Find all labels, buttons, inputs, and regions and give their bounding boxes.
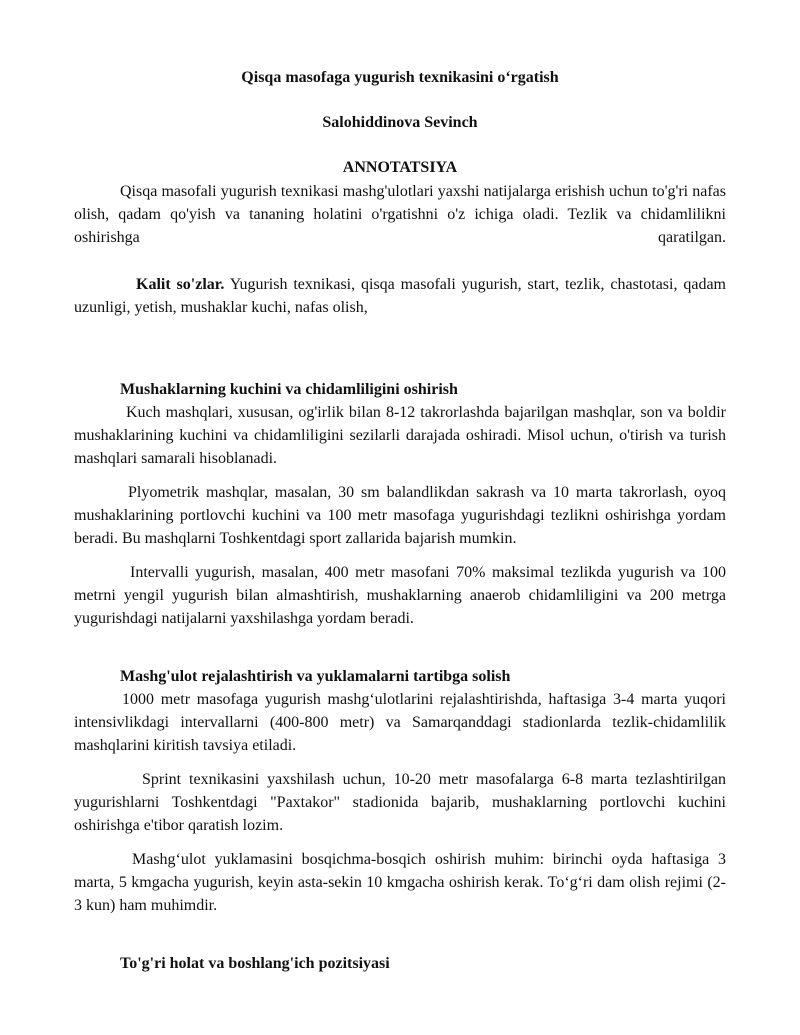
section-heading: Mushaklarning kuchini va chidamliligini oshirish bbox=[120, 381, 458, 398]
body-paragraph: Kuch mashqlari, xususan, og'irlik bilan 8-12 takrorlashda bajarilgan mashqlar, son va boldir mushaklarining kuchini va chidamliligini sezilarli darajada oshiradi. Misol uchun, o'tirish va turish mashqlari samarali hisoblanadi. bbox=[74, 404, 726, 467]
document-title: Qisqa masofaga yugurish texnikasini o‘rgatish bbox=[241, 69, 559, 86]
body-paragraph: Sprint texnikasini yaxshilash uchun, 10-20 metr masofalarga 6-8 marta tezlashtirilgan yugurishlarni Toshkentdagi "Paxtakor" stadionida bajarib, mushaklarning portlovchi kuchini oshirishga e'tibor qaratish lozim. bbox=[74, 771, 726, 834]
keywords-text: Yugurish texnikasi, qisqa masofali yugurish, start, tezlik, chastotasi, qadam uzunligi, yetish, mushaklar kuchi, nafas olish, bbox=[74, 276, 726, 316]
body-paragraph: 1000 metr masofaga yugurish mashg‘ulotlarini rejalashtirishda, haftasiga 3-4 marta yuqori intensivlikdagi intervallarni (400-800 metr) va Samarqanddagi stadionlarda tezlik-chidamlilik mashqlarini kiritish tavsiya etiladi. bbox=[74, 691, 726, 754]
annotation-heading: ANNOTATSIYA bbox=[342, 159, 458, 176]
keywords-label: Kalit so'zlar. bbox=[136, 276, 225, 293]
section-heading: Mashg'ulot rejalashtirish va yuklamalarni tartibga solish bbox=[120, 668, 511, 685]
body-paragraph: Intervalli yugurish, masalan, 400 metr masofani 70% maksimal tezlikda yugurish va 100 metrni yengil yugurish bilan almashtirish, mushaklarning anaerob chidamliligini va 200 metrga yugurishdagi natijalarni yaxshilashga yordam beradi. bbox=[74, 564, 726, 627]
annotation-text: Qisqa masofali yugurish texnikasi mashg'ulotlari yaxshi natijalarga erishish uchun to'g'ri nafas olish, qadam qo'yish va tananing holatini o'rgatishni o'z ichiga oladi. Tezlik va chidamlilikni oshirishga qaratilgan. bbox=[74, 183, 726, 246]
author-name: Salohiddinova Sevinch bbox=[322, 114, 478, 131]
section-heading: To'g'ri holat va boshlang'ich pozitsiyasi bbox=[120, 955, 390, 972]
body-paragraph: Plyometrik mashqlar, masalan, 30 sm balandlikdan sakrash va 10 marta takrorlash, oyoq mushaklarining portlovchi kuchini va 100 metr masofaga yugurishdagi tezlikni oshirishga yordam beradi. Bu mashqlarni Toshkentdagi sport zallarida bajarish mumkin. bbox=[74, 484, 726, 547]
keywords-paragraph bbox=[74, 273, 726, 319]
body-paragraph: Mashg‘ulot yuklamasini bosqichma-bosqich oshirish muhim: birinchi oyda haftasiga 3 marta, 5 kmgacha yugurish, keyin asta-sekin 10 kmgacha oshirish kerak. To‘g‘ri dam olish rejimi (2-3 kun) ham muhimdir. bbox=[74, 851, 726, 914]
